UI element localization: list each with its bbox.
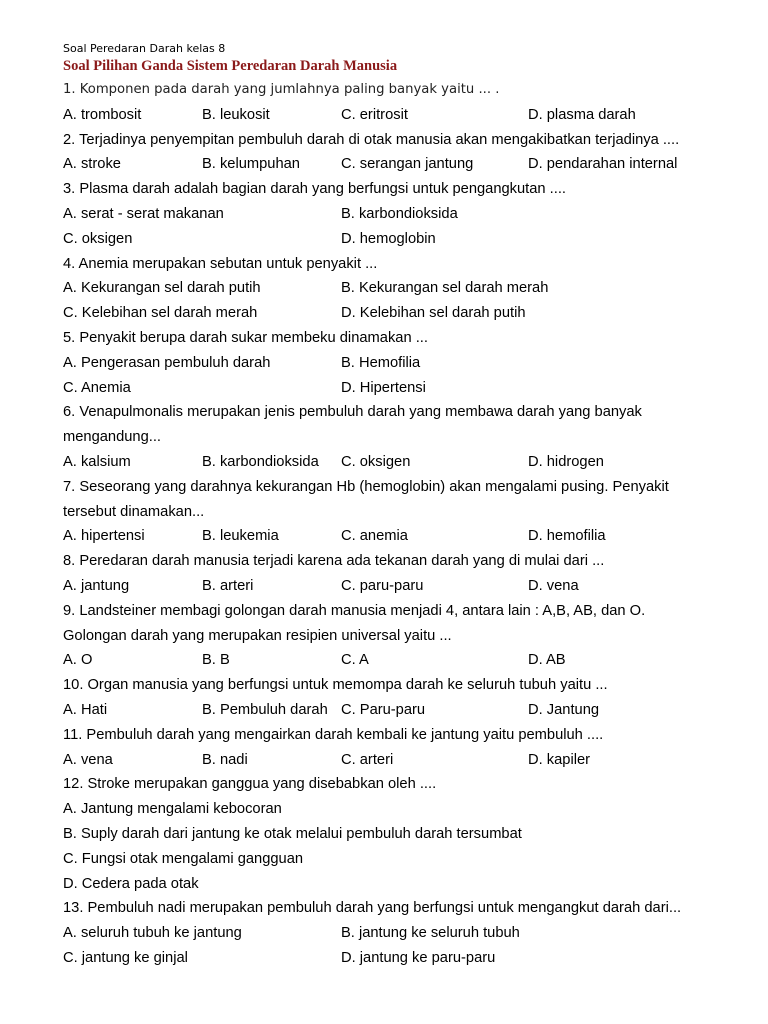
question-6-continued: mengandung... bbox=[63, 429, 161, 446]
option-a: A. trombosit bbox=[63, 106, 142, 123]
question-4-options-row-2 bbox=[63, 301, 743, 326]
option-c: C. A bbox=[341, 652, 369, 669]
option-c: C. oksigen bbox=[341, 453, 411, 470]
question-7-continued: tersebut dinamakan... bbox=[63, 503, 205, 520]
option-d: D. jantung ke paru-paru bbox=[341, 949, 496, 966]
question-9: 9. Landsteiner membagi golongan darah manusia menjadi 4, antara lain : A,B, AB, dan O. bbox=[63, 602, 646, 619]
document-title: Soal Pilihan Ganda Sistem Peredaran Darah Manusia bbox=[63, 58, 398, 74]
question-5-options-row-2 bbox=[63, 376, 743, 401]
question-13-options-row-2 bbox=[63, 946, 743, 971]
question-11-options bbox=[63, 748, 743, 773]
question-4-options-row-1 bbox=[63, 276, 743, 301]
option-d: D. kapiler bbox=[528, 751, 591, 768]
option-c: C. anemia bbox=[341, 528, 408, 545]
option-b: B. karbondioksida bbox=[202, 453, 319, 470]
option-c: C. Fungsi otak mengalami gangguan bbox=[63, 850, 304, 867]
option-a: A. O bbox=[63, 652, 93, 669]
question-8-options bbox=[63, 574, 743, 599]
question-1: 1. Komponen pada darah yang jumlahnya paling banyak yaitu ... . bbox=[63, 82, 500, 97]
question-7: 7. Seseorang yang darahnya kekurangan Hb (hemoglobin) akan mengalami pusing. Penyakit bbox=[63, 478, 669, 495]
question-12: 12. Stroke merupakan ganggua yang disebabkan oleh .... bbox=[63, 776, 437, 793]
option-b: B. Pembuluh darah bbox=[202, 701, 328, 718]
option-b: B. kelumpuhan bbox=[202, 156, 300, 173]
question-5-options-row-1 bbox=[63, 351, 743, 376]
question-10-options bbox=[63, 698, 743, 723]
option-c: C. Anemia bbox=[63, 379, 131, 396]
option-a: A. seluruh tubuh ke jantung bbox=[63, 925, 242, 942]
option-b: B. leukemia bbox=[202, 528, 279, 545]
option-c: C. Kelebihan sel darah merah bbox=[63, 305, 258, 322]
question-2: 2. Terjadinya penyempitan pembuluh darah di otak manusia akan mengakibatkan terjadinya .... bbox=[63, 131, 680, 148]
option-c: C. arteri bbox=[341, 751, 394, 768]
option-b: B. Kekurangan sel darah merah bbox=[341, 280, 549, 297]
question-5: 5. Penyakit berupa darah sukar membeku dinamakan ... bbox=[63, 329, 428, 346]
option-b: B. jantung ke seluruh tubuh bbox=[341, 925, 520, 942]
question-13: 13. Pembuluh nadi merupakan pembuluh darah yang berfungsi untuk mengangkut darah dari... bbox=[63, 900, 682, 917]
question-8: 8. Peredaran darah manusia terjadi karena ada tekanan darah yang di mulai dari ... bbox=[63, 553, 605, 570]
option-c: C. oksigen bbox=[63, 230, 133, 247]
option-c: C. serangan jantung bbox=[341, 156, 474, 173]
question-13-options-row-1 bbox=[63, 921, 743, 946]
option-a: A. jantung bbox=[63, 577, 130, 594]
option-a: A. Jantung mengalami kebocoran bbox=[63, 801, 282, 818]
question-9-continued: Golongan darah yang merupakan resipien universal yaitu ... bbox=[63, 627, 452, 644]
option-b: B. karbondioksida bbox=[341, 205, 458, 222]
option-d: D. hemoglobin bbox=[341, 230, 436, 247]
option-a: A. Kekurangan sel darah putih bbox=[63, 280, 261, 297]
question-3-options-row-1 bbox=[63, 202, 743, 227]
option-c: C. paru-paru bbox=[341, 577, 424, 594]
question-2-options bbox=[63, 152, 743, 177]
question-6-options bbox=[63, 450, 743, 475]
option-b: B. Suply darah dari jantung ke otak melalui pembuluh darah tersumbat bbox=[63, 825, 522, 842]
option-a: A. vena bbox=[63, 751, 113, 768]
option-d: D. pendarahan internal bbox=[528, 156, 678, 173]
option-a: A. hipertensi bbox=[63, 528, 145, 545]
question-3: 3. Plasma darah adalah bagian darah yang berfungsi untuk pengangkutan .... bbox=[63, 181, 567, 198]
document-page bbox=[63, 42, 743, 971]
option-b: B. leukosit bbox=[202, 106, 270, 123]
option-b: B. arteri bbox=[202, 577, 254, 594]
question-4: 4. Anemia merupakan sebutan untuk penyakit ... bbox=[63, 255, 378, 272]
option-d: D. Kelebihan sel darah putih bbox=[341, 305, 526, 322]
question-3-options-row-2 bbox=[63, 227, 743, 252]
option-d: D. Hipertensi bbox=[341, 379, 426, 396]
option-d: D. Jantung bbox=[528, 701, 600, 718]
option-a: A. Hati bbox=[63, 701, 108, 718]
question-10: 10. Organ manusia yang berfungsi untuk memompa darah ke seluruh tubuh yaitu ... bbox=[63, 677, 608, 694]
question-1-options bbox=[63, 103, 743, 128]
question-11: 11. Pembuluh darah yang mengairkan darah kembali ke jantung yaitu pembuluh .... bbox=[63, 726, 604, 743]
option-a: A. Pengerasan pembuluh darah bbox=[63, 354, 271, 371]
option-c: C. eritrosit bbox=[341, 106, 408, 123]
question-7-options bbox=[63, 524, 743, 549]
option-c: C. jantung ke ginjal bbox=[63, 949, 188, 966]
option-d: D. hemofilia bbox=[528, 528, 606, 545]
option-b: B. nadi bbox=[202, 751, 248, 768]
question-9-options bbox=[63, 648, 743, 673]
option-a: A. serat - serat makanan bbox=[63, 205, 224, 222]
option-a: A. kalsium bbox=[63, 453, 131, 470]
option-b: B. Hemofilia bbox=[341, 354, 421, 371]
question-6: 6. Venapulmonalis merupakan jenis pembuluh darah yang membawa darah yang banyak bbox=[63, 404, 642, 421]
option-c: C. Paru-paru bbox=[341, 701, 426, 718]
option-d: D. plasma darah bbox=[528, 106, 636, 123]
option-b: B. B bbox=[202, 652, 230, 669]
document-label: Soal Peredaran Darah kelas 8 bbox=[63, 42, 226, 55]
option-d: D. AB bbox=[528, 652, 566, 669]
option-d: D. Cedera pada otak bbox=[63, 875, 199, 892]
option-d: D. vena bbox=[528, 577, 579, 594]
option-a: A. stroke bbox=[63, 156, 121, 173]
option-d: D. hidrogen bbox=[528, 453, 604, 470]
